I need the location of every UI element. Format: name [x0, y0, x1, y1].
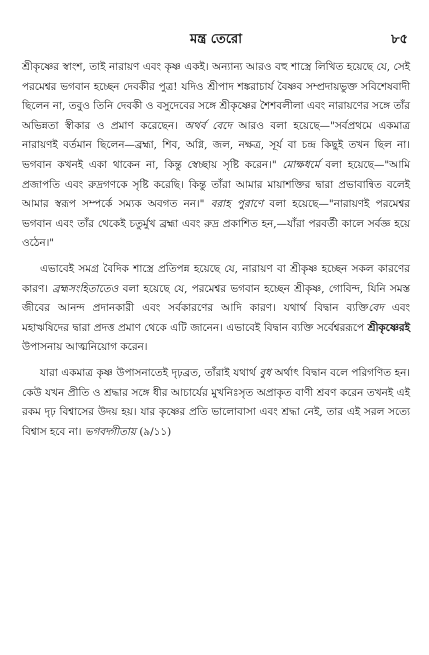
- italic-citation-brahma-samhita: ব্রহ্মসংহিতাতেও: [52, 282, 119, 295]
- italic-term-budha: বুধ: [259, 366, 271, 379]
- italic-citation-atharva-veda: অথর্ব বেদে: [184, 119, 232, 132]
- text-segment: (৯/১১): [136, 425, 172, 438]
- text-segment: শ্রীকৃষ্ণের স্বাংশ, তাই নারায়ণ এবং কৃষ্ণ একই। অন্যান্য আরও বহু শাস্ত্রে লিখিত হয়েছে যে, সেই পরমেশ্বর ভগবান হচ্ছেন দেবকীর পুত্র! যদিও শ্রীপাদ শঙ্করাচার্য বৈষ্ণব সম্প্রদায়ভুক্ত সবিশেষবাদী ছিলেন না, তবুও তিনি দেবকী ও বসুদেবের সঙ্গে শ্রীকৃষ্ণের শৈশবলীলা এবং নারায়ণের সঙ্গে তাঁর অভিন্নতা স্বীকার ও প্রমাণ করেছেন।: [22, 61, 410, 132]
- italic-term-veda: বেদ: [368, 302, 384, 315]
- paragraph-1: [22, 58, 410, 254]
- text-segment: বলা হয়েছে—"নারায়ণই পরমেশ্বর ভগবান এবং তাঁর থেকেই চতুর্মুখ ব্রহ্মা এবং রুদ্র প্রকাশিত হন,—যাঁরা পরবর্তী কালে সর্বজ্ঞ হয়ে ওঠেন।": [22, 198, 411, 250]
- italic-citation-varaha-purana: বরাহ পুরাণে: [210, 198, 264, 211]
- page-header: [22, 30, 410, 52]
- running-head: মন্ত্র তেরো: [190, 32, 242, 47]
- italic-citation-moksha-dharma: মোক্ষধর্মে: [282, 158, 320, 171]
- bold-term-sri-krishna: শ্রীকৃষ্ণেরই: [367, 321, 410, 334]
- text-segment: যারা একমাত্র কৃষ্ণ উপাসনাতেই দৃঢ়ব্রত, তাঁরাই যথার্থ: [40, 366, 260, 379]
- text-segment: উপাসনায় আত্মনিয়োগ করেন।: [22, 341, 148, 354]
- text-segment: এভাবেই সমগ্র বৈদিক শাস্ত্রে প্রতিপন্ন হয়েছে যে, নারায়ণ বা শ্রীকৃষ্ণ হচ্ছেন সকল কারণের কারণ।: [22, 262, 410, 295]
- body-text: [22, 58, 410, 442]
- text-segment: বলা হয়েছে—"আমি প্রজাপতি এবং রুদ্রগণকে সৃষ্টি করেছি। কিন্তু তাঁরা আমার মায়াশক্তির দ্বারা প্রভাবান্বিত বলেই আমার স্বরূপ সম্পর্কে সম্যক অবগত নন।": [22, 158, 410, 211]
- page-number: ৮৫: [391, 32, 408, 47]
- text-segment: বলা হয়েছে যে, পরমেশ্বর ভগবান হচ্ছেন শ্রীকৃষ্ণ, গোবিন্দ, যিনি সমস্ত জীবের আনন্দ প্রদানকারী এবং সর্বকারণের আদি কারণ। যথার্থ বিদ্বান ব্যক্তি: [22, 282, 410, 315]
- italic-citation-bhagavad-gita: ভগবদ্গীতায়: [84, 425, 137, 438]
- text-segment: এবং মহাঋষিদের দ্বারা প্রদত্ত প্রমাণ থেকে এটি জানেন। এভাবেই বিদ্বান ব্যক্তি সর্বেশ্বররূপে: [22, 302, 410, 334]
- book-page: [22, 30, 410, 448]
- text-segment: অর্থাৎ বিদ্বান বলে পরিগণিত হন। কেউ যখন প্রীতি ও শ্রদ্ধার সঙ্গে ধীর আচার্যের মুখনিঃসৃত অপ্রাকৃত বাণী শ্রবণ করেন তখনই এই রকম দৃঢ় বিশ্বাসের উদয় হয়। যার কৃষ্ণের প্রতি ভালোবাসা এবং শ্রদ্ধা নেই, তার এই সরল সত্যে বিশ্বাস হবে না।: [22, 366, 410, 438]
- text-segment: আরও বলা হয়েছে—"সর্বপ্রথমে একমাত্র নারায়ণই বর্তমান ছিলেন—ব্রহ্মা, শিব, অগ্নি, জল, নক্ষত্র, সূর্য বা চন্দ্র কিছুই তখন ছিল না। ভগবান কখনই একা থাকেন না, কিন্তু স্বেচ্ছায় সৃষ্টি করেন।": [22, 119, 410, 171]
- paragraph-2: [22, 260, 410, 358]
- paragraph-3: [22, 364, 410, 442]
